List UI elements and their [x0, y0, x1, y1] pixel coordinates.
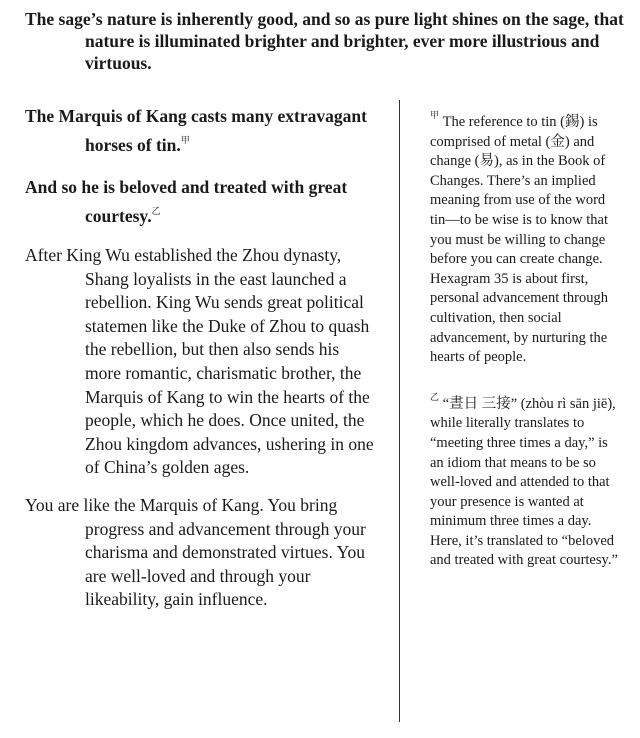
footnote-text: “晝日 三接” (zhòu rì sān jiē), while literally translates to “meeting three times a day,” is an idiom that means to be so well-loved and attended to that your presence is wanted at minimum three times a day. Here, it’s translated to “beloved and treated with great courtesy.”	[430, 395, 618, 569]
footnote-1	[430, 106, 620, 368]
verse-line-1	[25, 104, 375, 157]
intro-paragraph: The sage’s nature is inherently good, and so as pure light shines on the sage, that nature is illuminated brighter and brighter, ever more illustrious and virtuous.	[25, 9, 624, 73]
main-column	[25, 104, 375, 612]
footnote-marker[interactable]: 乙	[151, 206, 161, 216]
verse-text: The Marquis of Kang casts many extravagant horses of tin.	[25, 106, 367, 155]
footnote-text: The reference to tin (錫) is comprised of metal (金) and change (易), as in the Book of Changes. There’s an implied meaning from use of the word tin—to be wise is to know that you must be willing to change before you can create change. Hexagram 35 is about first, personal advancement through cultivation, then social advancement, by nurturing the hearts of people.	[430, 114, 609, 366]
reading-paragraph: You are like the Marquis of Kang. You bring progress and advancement through your charisma and demonstrated virtues. You are well-loved and through your likeability, gain influence.	[25, 494, 366, 610]
verse-line-2	[25, 175, 375, 228]
commentary-paragraph: After King Wu established the Zhou dynasty, Shang loyalists in the east launched a rebellion. King Wu sends great political statemen like the Duke of Zhou to quash the rebellion, but then also sends his more romantic, charismatic brother, the Marquis of Kang to win the hearts of the people, which he does. Once united, the Zhou kingdom advances, ushering in one of China’s golden ages.	[25, 245, 374, 478]
footnote-marker[interactable]: 甲	[180, 135, 190, 145]
footnote-marker: 乙	[430, 391, 440, 402]
footnote-2	[430, 388, 620, 571]
footnotes-column	[430, 106, 620, 571]
verse-text: And so he is beloved and treated with great courtesy.	[25, 177, 348, 226]
footnote-marker: 甲	[430, 110, 440, 120]
column-divider	[399, 100, 400, 722]
